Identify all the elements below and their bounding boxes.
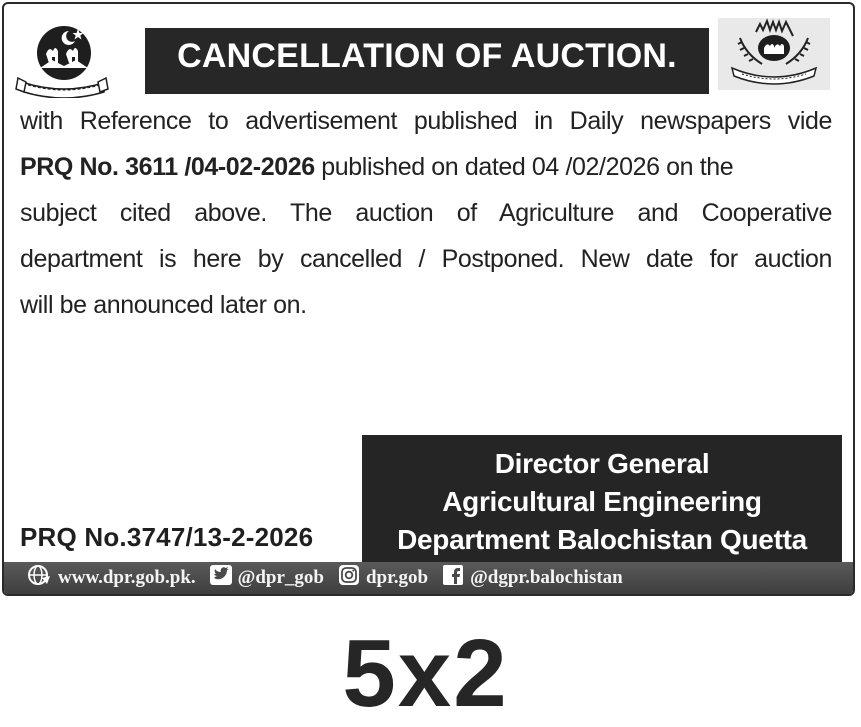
prq-number: PRQ No.3747/13-2-2026 xyxy=(20,522,314,552)
body-line-4: department is here by cancelled / Postponed. New date for auction xyxy=(20,245,832,273)
dgpr-logo xyxy=(718,18,830,90)
footer-website xyxy=(26,564,196,592)
twitter-icon xyxy=(210,565,232,591)
instagram-icon xyxy=(338,565,360,591)
signature-designation: Director General xyxy=(494,448,710,479)
balochistan-government-logo xyxy=(14,18,110,98)
body-line-1: with Reference to advertisement published in Daily newspapers vide xyxy=(20,107,832,135)
footer-instagram xyxy=(338,565,428,591)
footer-bar xyxy=(4,562,853,594)
instagram-handle: dpr.gob xyxy=(365,567,429,588)
signature-location: Department Balochistan Quetta xyxy=(397,524,807,555)
footer-facebook xyxy=(442,565,623,591)
advertisement-frame xyxy=(2,2,855,596)
signature-block xyxy=(362,435,842,565)
twitter-handle: @dpr_gob xyxy=(237,567,324,588)
body-line-2 xyxy=(20,144,832,190)
facebook-icon xyxy=(442,565,464,591)
website-text: www.dpr.gob.pk. xyxy=(58,567,196,588)
notice-body xyxy=(20,98,832,328)
body-line-5: will be announced later on. xyxy=(20,291,307,319)
signature-department: Agricultural Engineering xyxy=(442,486,762,517)
facebook-handle: @dgpr.balochistan xyxy=(470,567,623,588)
body-line-3: subject cited above. The auction of Agriculture and Cooperative xyxy=(20,199,832,227)
body-line-2-rest: published on dated 04 /02/2026 on the xyxy=(314,153,734,181)
ad-title: CANCELLATION OF AUCTION. xyxy=(145,28,709,94)
reference-prq: PRQ No. 3611 /04-02-2026 xyxy=(20,153,315,181)
ad-size-label: 5x2 xyxy=(342,620,509,727)
footer-twitter xyxy=(210,565,324,591)
globe-icon xyxy=(26,564,52,592)
